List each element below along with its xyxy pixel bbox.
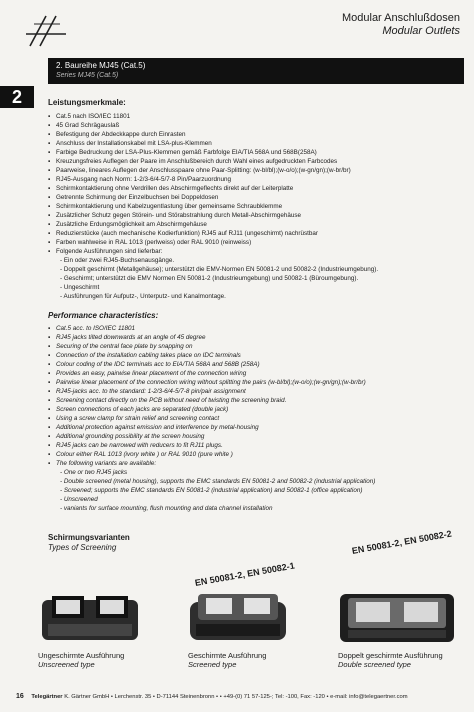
feature-item: ▪ RJ45-Ausgang nach Norm: 1-2/3-6/4-5/7-8 Pin/Paarzuordnung (48, 175, 468, 184)
screening-heading-de: Schirmungsvarianten (48, 533, 130, 542)
feature-item: ▪ Befestigung der Abdeckkappe durch Einrasten (48, 130, 468, 139)
feature-item: ▪ Schirmkontaktierung ohne Verdrillen des Abschirmgeflechts direkt auf der Leiterplatte (48, 184, 468, 193)
section-title: 2. Baureihe MJ45 (Cat.5) (56, 61, 146, 70)
footer-company: Telegärtner (31, 694, 63, 700)
variant-sublist (48, 256, 468, 301)
feature-item: ▪ Farbige Bedruckung der LSA-Plus-Klemmen gemäß Farbfolge EIA/TIA 568A und 568B(258A) (48, 148, 468, 157)
variant-item: - Ungeschirmt (60, 284, 100, 291)
feature-item: ▪ Securing of the central face plate by snapping on (48, 342, 468, 351)
variant-item: - Double screened (metal housing), supports the EMC standards EN 50081-2 and 50082-2 (industrial application) (60, 478, 376, 485)
screening-heading-en: Types of Screening (48, 543, 117, 552)
feature-item: ▪ Zusätzlicher Schutz gegen Störein- und Störabstrahlung durch Metall-Abschirmgehäuse (48, 211, 468, 220)
feature-item: ▪ Zusätzliche Erdungsmöglichkeit am Abschirmgehäuse (48, 220, 468, 229)
feature-item: ▪ Additional protection against emission and interference by metal-housing (48, 423, 468, 432)
caption-screened-en: Screened type (188, 660, 237, 669)
feature-item: ▪ The following variants are available: (48, 459, 468, 468)
features-heading-en: Performance characteristics: (48, 311, 159, 320)
feature-item: ▪ Connection of the installation cabling takes place on IDC terminals (48, 351, 468, 360)
telegaertner-logo-icon (20, 10, 72, 50)
feature-item: ▪ RJ45-jacks acc. to the standard: 1-2/3-6/4-5/7-8 pin/pair assignment (48, 387, 468, 396)
variant-item: - Ausführungen für Aufputz-, Unterputz- und Kanalmontage. (60, 293, 226, 300)
variant-item: - vaniants for surface mounting, flush mounting and data channel installation (60, 505, 273, 512)
features-list-de (48, 112, 468, 301)
feature-item: ▪ Folgende Ausführungen sind lieferbar: (48, 247, 468, 256)
footer-address: K. Gärtner GmbH • Lerchenstr. 35 • D-71144 Steinenbronn • • +49-(0) 71 57-125-; Tel: -100, Fax: -120 • e-mail: info@telegaertner.com (64, 694, 408, 700)
header-title-en: Modular Outlets (382, 25, 460, 37)
feature-item: ▪ Colour coding of the IDC terminals acc to EIA/TIA 568A and 568B (258A) (48, 360, 468, 369)
feature-item: ▪ Screen connections of each jacks are separated (double jack) (48, 405, 468, 414)
double-screened-jack-image (338, 590, 456, 646)
caption-double-screened (338, 651, 443, 669)
caption-unscreened-de: Ungeschirmte Ausführung (38, 651, 125, 660)
feature-item: ▪ Colour either RAL 1013 (ivory white ) or RAL 9010 (pure white ) (48, 450, 468, 459)
caption-screened (188, 651, 266, 669)
caption-double-screened-de: Doppelt geschirmte Ausführung (338, 651, 443, 660)
feature-item: ▪ Cat.5 acc. to ISO/IEC 11801 (48, 324, 468, 333)
page-footer (16, 693, 408, 700)
variant-item: - Unscreened (60, 496, 98, 503)
feature-item: ▪ Using a screw clamp for strain relief and screening contact (48, 414, 468, 423)
section-bar (48, 58, 464, 84)
features-list-en (48, 324, 468, 513)
header-title-de: Modular Anschlußdosen (341, 12, 460, 24)
caption-double-screened-en: Double screened type (338, 660, 411, 669)
caption-unscreened (38, 651, 124, 669)
unscreened-jack-image (38, 590, 142, 646)
page-number: 16 (16, 693, 24, 700)
feature-item: ▪ Getrennte Schirmung der Einzelbuchsen bei Doppeldosen (48, 193, 468, 202)
section-subtitle: Series MJ45 (Cat.5) (56, 72, 119, 79)
feature-item: ▪ Schirmkontaktierung und Kabelzugentlastung über gemeinsame Schraubklemme (48, 202, 468, 211)
caption-unscreened-en: Unscreened type (38, 660, 95, 669)
variant-item: - One or two RJ45 jacks (60, 469, 128, 476)
variant-item: - Ein oder zwei RJ45-Buchsenausgänge. (60, 257, 175, 264)
standard-label-double: EN 50081-2, EN 50082-2 (351, 528, 453, 556)
feature-item: ▪ Cat.5 nach ISO/IEC 11801 (48, 112, 468, 121)
document-header (342, 12, 460, 38)
feature-item: ▪ Screening contact directly on the PCB without need of twisting the screening braid. (48, 396, 468, 405)
feature-item: ▪ Additional grounding possibility at the screen housing (48, 432, 468, 441)
feature-item: ▪ RJ45 jacks tilted downwards at an angle of 45 degree (48, 333, 468, 342)
feature-item: ▪ Reduzierstücke (auch mechanische Kodierfunktion) RJ45 auf RJ11 (ungeschirmt) nachrüstbar (48, 229, 468, 238)
caption-screened-de: Geschirmte Ausführung (188, 651, 267, 660)
feature-item: ▪ Anschluss der Installationskabel mit LSA-plus-Klemmen (48, 139, 468, 148)
feature-item: ▪ RJ45 jacks can be narrowed with reducers to fit RJ11 plugs. (48, 441, 468, 450)
standard-label-screened: EN 50081-2, EN 50082-1 (194, 560, 296, 588)
variant-item: - Geschirmt; unterstützt die EMV Normen EN 50081-2 (Industrieumgebung) und 50082-1 (Büroumgebung). (60, 275, 359, 282)
features-heading-de: Leistungsmerkmale: (48, 98, 126, 107)
feature-item: ▪ Pairwise linear placement of the connection wiring without splitting the pairs (w-bl/bl);(w-o/o);(w-gn/gn);(w-br/br) (48, 378, 468, 387)
variant-item: - Screened; supports the EMC standards EN 50081-2 (industrial application) and 50082-1 (office application) (60, 487, 363, 494)
screened-jack-image (186, 590, 290, 646)
variant-item: - Doppelt geschirmt (Metallgehäuse); unterstützt die EMV-Normen EN 50081-2 und 50082-2 (Industrieumgebung). (60, 266, 379, 273)
feature-item: ▪ 45 Grad Schrägauslaß (48, 121, 468, 130)
feature-item: ▪ Paarweise, lineares Auflegen der Anschlusspaare ohne Paar-Splitting: (w-bl/bl);(w-o/o);(w-gn/gn);(w-br/br) (48, 166, 468, 175)
variant-sublist (48, 468, 468, 513)
feature-item: ▪ Farben wahlweise in RAL 1013 (perlweiss) oder RAL 9010 (reinweiss) (48, 238, 468, 247)
feature-item: ▪ Kreuzungsfreies Auflegen der Paare im Anschlußbereich durch Wahl eines aufgedruckten Farbcodes (48, 157, 468, 166)
feature-item: ▪ Provides an easy, pairwise linear placement of the connection wiring (48, 369, 468, 378)
chapter-tab: 2 (0, 86, 34, 108)
